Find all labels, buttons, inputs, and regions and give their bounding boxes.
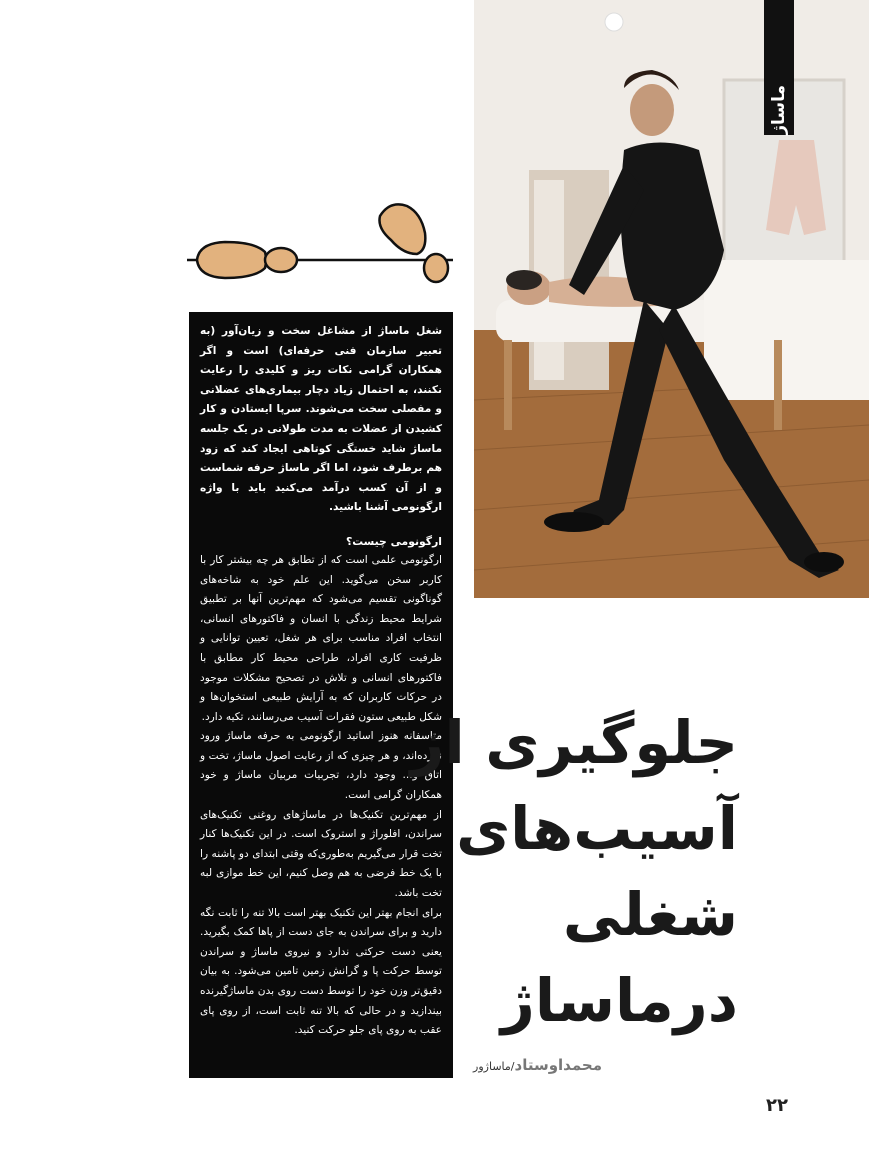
author-role: /ماساژور [473,1060,515,1073]
article-photo [474,0,869,598]
headline-line: درماساژ [500,966,738,1035]
body-paragraph: متاسفانه هنوز اساتید ارگونومی به حرفه ماساژ ورود نکرده‌اند، و هر چیزی که از رعایت اصول ماساژ، تخت و اتاق و... وجود دارد، تجربیات مربیان ماساژ و خود همکاران گرامی است. [200,730,442,802]
footprints-on-line-icon [185,198,455,292]
section-tag [764,0,794,135]
body-paragraph: ارگونومی علمی است که از تطابق هر چه بیشتر کار با کاربر سخن می‌گوید. این علم خود به شاخه‌های گوناگونی تقسیم می‌شود که مهم‌ترین آنها بر تطبیق شرایط محیط زندگی با انسان و فاکتورهای انسانی، انتخاب افراد مناسب برای هر شغل، تعیین توانایی و ظرفیت کاری افراد، طراحی محیط کار مطابق با فاکتورهای انسانی و تلاش در تصحیح مشکلات موجود در حرکات کاربران که به آرایش طبیعی استخوان‌ها و شکل طبیعی ستون فقرات آسیب می‌رسانند، تکیه دارد. [200,553,442,723]
lead-paragraph: شغل ماساژ از مشاغل سخت و زیان‌آور (به تعبیر سازمان فنی حرفه‌ای) است و اگر همکاران گرامی نکات ریز و کلیدی را رعایت نکنند، به احتمال زیاد دچار بیماری‌های عضلانی و مفصلی سخت می‌شوند. سرپا ایستادن و کار کشیدن از عضلات به مدت طولانی در یک جلسه ماساژ شاید خستگی کوتاهی ایجاد کند که زود هم برطرف شود، اما اگر ماساژ حرفه شماست و از آن کسب درآمد می‌کنید باید با واژه ارگونومی آشنا باشید. [200,325,442,514]
headline-line: جلوگیری از [410,708,738,777]
body-paragraph: برای انجام بهتر این تکنیک بهتر است بالا تنه را ثابت نگه دارید و برای سراندن به جای دست از پاها کمک بگیرید. یعنی دست حرکتی ندارد و نیروی ماساژ و سراندن توسط حرکت پا و گرانش زمین تامین می‌شود. به بیان دقیق‌تر وزن خود را توسط دست روی بدن ماساژگیرنده بیندازید و در حالی که بالا تنه ثابت است، از روی پای عقب به روی پای جلو حرکت کنید. [200,906,442,1037]
section-label: ماساژ [769,85,789,135]
byline [472,1055,602,1074]
article-headline [410,700,738,1044]
page-number: ۲۲ [766,1095,788,1116]
article-body [189,312,453,1078]
author-name: محمداوستاد [514,1056,602,1074]
subheading: ارگونومی چیست؟ [345,534,442,548]
body-paragraph: از مهم‌ترین تکنیک‌ها در ماساژهای روغنی تکنیک‌های سراندن، افلوراژ و استروک است. در این تکنیک‌ها کنار تخت قرار می‌گیریم به‌طوری‌که وقتی ابتدای دو پاشنه را با یک خط فرضی به هم وصل کنیم، این خط موازی لبه تخت باشد. [200,808,442,900]
massage-scene-illustration [474,0,869,598]
headline-line: شغلی [562,880,738,949]
headline-line: آسیب‌های [456,794,738,863]
